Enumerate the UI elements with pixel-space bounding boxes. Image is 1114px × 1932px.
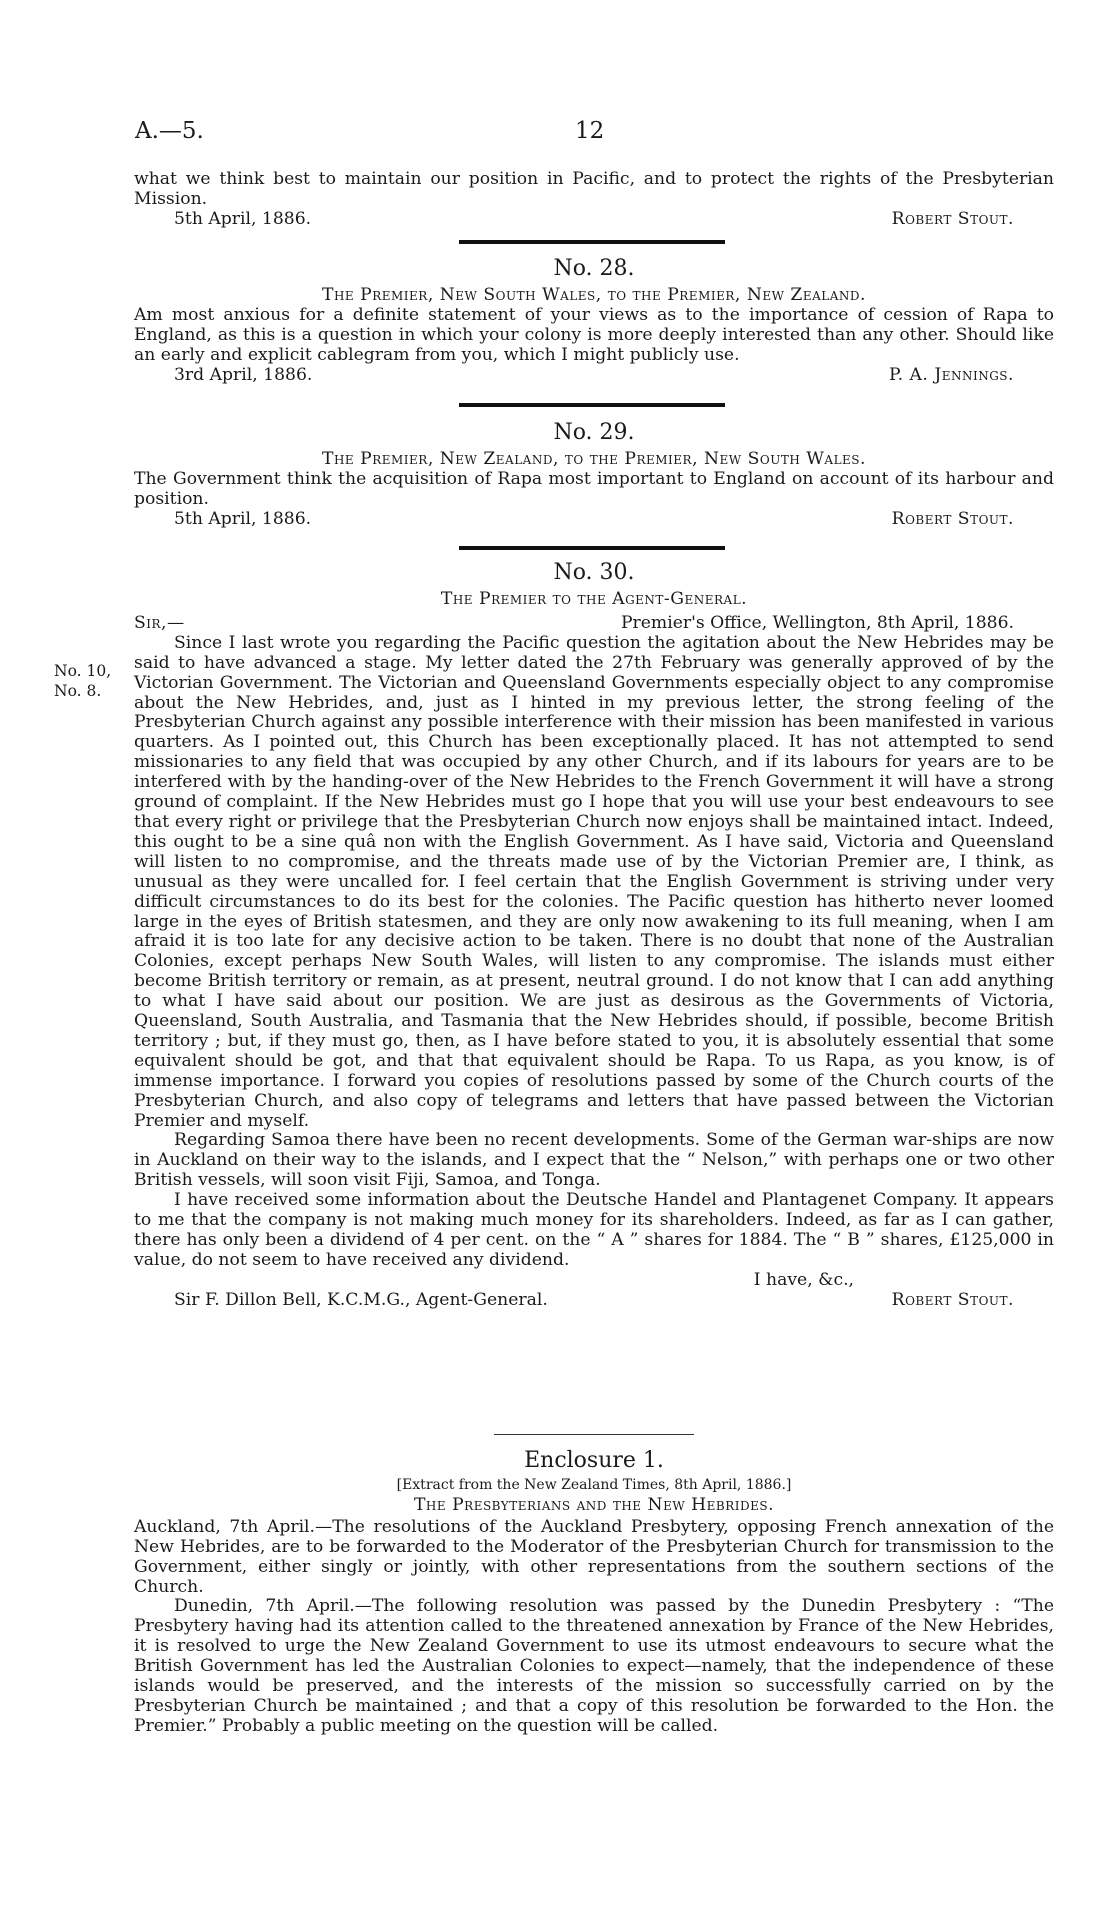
no30-signature: Robert Stout. xyxy=(891,1289,1014,1310)
page-number: 12 xyxy=(575,118,605,144)
section-no29 xyxy=(134,418,1054,530)
no28-heading: The Premier, New South Wales, to the Premier, New Zealand. xyxy=(321,285,866,305)
divider xyxy=(459,403,725,407)
enclosure xyxy=(134,1446,1054,1737)
no30-para2: Regarding Samoa there have been no recent developments. Some of the German war-ships are now in Auckland on their way to the islands, and I expect that the “ Nelson,” with perhaps one or two other British vessels, will soon visit Fiji, Samoa, and Tonga. xyxy=(134,1130,1054,1191)
top-signature: Robert Stout. xyxy=(891,208,1014,229)
no28-signature: P. A. Jennings. xyxy=(888,364,1014,385)
no28-date: 3rd April, 1886. xyxy=(174,364,313,385)
margin-note-1: No. 10, xyxy=(54,662,112,680)
no29-number: No. 29. xyxy=(553,420,635,445)
enclosure-heading: The Presbyterians and the New Hebrides. xyxy=(413,1494,775,1515)
no30-number: No. 30. xyxy=(553,560,635,585)
divider xyxy=(459,240,725,244)
section-no28 xyxy=(134,254,1054,386)
enclosure-source: [Extract from the New Zealand Times, 8th April, 1886.] xyxy=(396,1477,792,1493)
no30-heading: The Premier to the Agent-General. xyxy=(440,589,748,609)
no28-number: No. 28. xyxy=(553,256,635,281)
top-text: what we think best to maintain our position in Pacific, and to protect the rights of the Presbyterian Mission. xyxy=(134,169,1054,209)
no30-salutation: Sir,— xyxy=(134,612,185,633)
section-no30 xyxy=(134,558,1054,1311)
divider xyxy=(459,546,725,550)
margin-note-2: No. 8. xyxy=(54,682,102,700)
no30-para3: I have received some information about the Deutsche Handel and Plantagenet Company. It appears to me that the company is not making much money for its shareholders. Indeed, as far as I can gather, there has only been a dividend of 4 per cent. on the “ A ” shares for 1884. The “ B ” shares, £125,000 in value, do not seem to have received any dividend. xyxy=(134,1190,1054,1270)
no30-address: Premier's Office, Wellington, 8th April, 1886. xyxy=(620,612,1014,633)
no29-date: 5th April, 1886. xyxy=(174,508,312,529)
enclosure-para2: Dunedin, 7th April.—The following resolution was passed by the Dunedin Presbytery : “The Presbytery having had its attention called to the threatened annexation by France of the New Hebrides, it is resolved to urge the New Zealand Government to use its utmost endeavours to secure what the British Government has led the Australian Colonies to expect—namely, that the independence of these islands would be preserved, and the interests of the mission so successfully carried on by the Presbyterian Church be maintained ; and that a copy of this resolution be forwarded to the Hon. the Premier.” Probably a public meeting on the question will be called. xyxy=(134,1596,1054,1736)
no28-text: Am most anxious for a definite statement of your views as to the importance of cession of Rapa to England, as this is a question in which your colony is more deeply interested than any other. Should like an early and explicit cablegram from you, which I might publicly use. xyxy=(134,304,1054,365)
series-label: A.—5. xyxy=(135,118,204,144)
divider-thin xyxy=(494,1434,694,1435)
enclosure-title: Enclosure 1. xyxy=(524,1448,664,1473)
no29-signature: Robert Stout. xyxy=(891,508,1014,529)
no29-heading: The Premier, New Zealand, to the Premier, New South Wales. xyxy=(321,449,866,469)
no30-addressee: Sir F. Dillon Bell, K.C.M.G., Agent-General. xyxy=(174,1289,548,1310)
enclosure-para1: Auckland, 7th April.—The resolutions of the Auckland Presbytery, opposing French annexation of the New Hebrides, are to be forwarded to the Moderator of the Presbyterian Church for transmission to the Government, either singly or jointly, with other representations from the southern sections of the Church. xyxy=(134,1516,1054,1597)
no29-text: The Government think the acquisition of Rapa most important to England on account of its harbour and position. xyxy=(134,468,1054,509)
top-date: 5th April, 1886. xyxy=(174,208,312,229)
no30-closing: I have, &c., xyxy=(753,1269,854,1290)
top-block xyxy=(134,170,1054,230)
no30-para1: Since I last wrote you regarding the Pacific question the agitation about the New Hebrides may be said to have advanced a stage. My letter dated the 27th February was generally approved of by the Victorian Government. The Victorian and Queensland Governments especially object to any compromise about the New Hebrides, and, just as I hinted in my previous letter, the strong feeling of the Presbyterian Church against any possible interference with their mission has been manifested in various quarters. As I pointed out, this Church has been exceptionally placed. It has not attempted to send missionaries to any field that was occupied by any other Church, and if its labours for years are to be interfered with by the handing-over of the New Hebrides to the French Government it will have a strong ground of complaint. If the New Hebrides must go I hope that you will use your best endeavours to see that every right or privilege that the Presbyterian Church now enjoys shall be maintained intact. Indeed, this ought to be a sine quâ non with the English Government. As I have said, Victoria and Queensland will listen to no compromise, and the threats made use of by the Victorian Premier are, I think, as unusual as they were uncalled for. I feel certain that the English Government is striving under very difficult circumstances to do its best for the colonies. The Pacific question has hitherto never loomed large in the eyes of British statesmen, and they are only now awakening to its full meaning, when I am afraid it is too late for any decisive action to be taken. There is no doubt that none of the Australian Colonies, except perhaps New South Wales, will listen to any compromise. The islands must either become British territory or remain, as at present, neutral ground. I do not know that I can add anything to what I have said about our position. We are just as desirous as the Governments of Victoria, Queensland, South Australia, and Tasmania that the New Hebrides should, if possible, become British territory ; but, if they must go, then, as I have before stated to you, it is absolutely essential that some equivalent should be got, and that that equivalent should be Rapa. To us Rapa, as you know, is of immense importance. I forward you copies of resolutions passed by some of the Church courts of the Presbyterian Church, and also copy of telegrams and letters that have passed between the Victorian Premier and myself. xyxy=(134,632,1054,1131)
